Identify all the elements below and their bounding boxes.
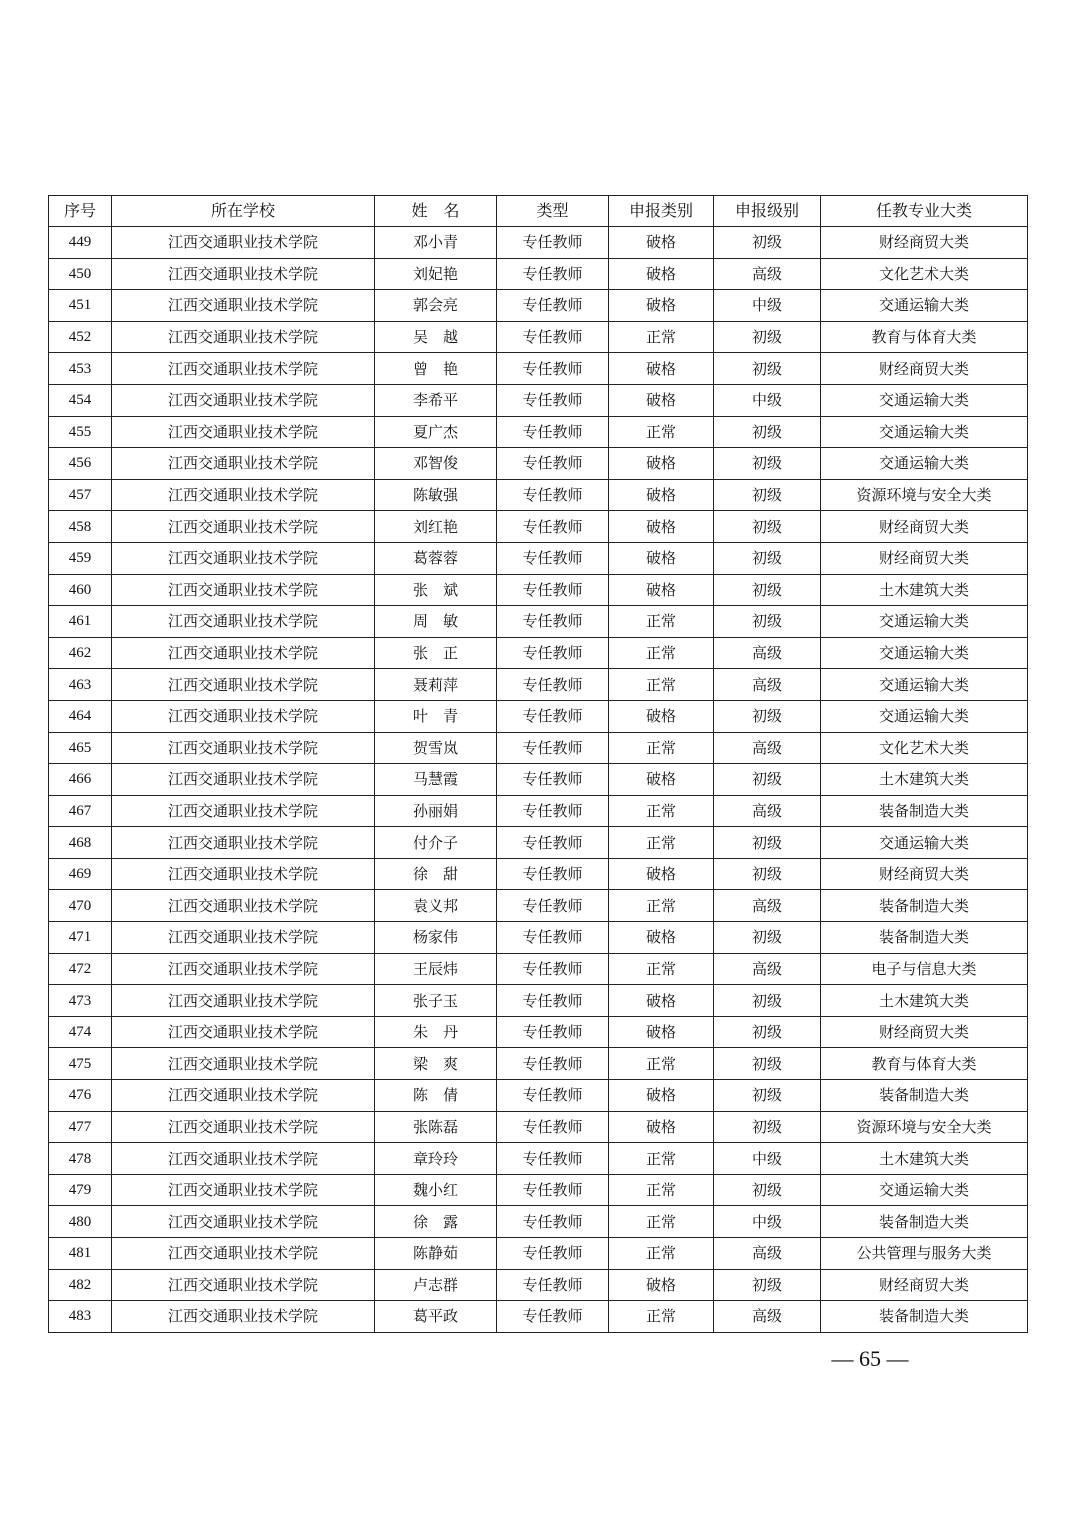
cell-school: 江西交通职业技术学院: [112, 953, 375, 985]
cell-name: 徐 甜: [375, 858, 497, 890]
cell-name: 陈 倩: [375, 1080, 497, 1112]
cell-school: 江西交通职业技术学院: [112, 511, 375, 543]
table-row: [49, 1238, 1028, 1270]
header-application-level: 申报级别: [714, 196, 821, 227]
cell-school: 江西交通职业技术学院: [112, 1111, 375, 1143]
cell-teaching-major: 财经商贸大类: [821, 511, 1028, 543]
cell-application-category: 正常: [609, 795, 714, 827]
cell-application-level: 高级: [714, 732, 821, 764]
cell-teaching-major: 资源环境与安全大类: [821, 1111, 1028, 1143]
cell-serial: 461: [49, 606, 112, 638]
cell-school: 江西交通职业技术学院: [112, 1301, 375, 1333]
table-row: [49, 795, 1028, 827]
cell-application-level: 高级: [714, 1301, 821, 1333]
cell-application-category: 破格: [609, 858, 714, 890]
cell-name: 魏小红: [375, 1174, 497, 1206]
cell-school: 江西交通职业技术学院: [112, 922, 375, 954]
cell-name: 贺雪岚: [375, 732, 497, 764]
cell-serial: 452: [49, 321, 112, 353]
table-row: [49, 258, 1028, 290]
cell-teaching-major: 土木建筑大类: [821, 764, 1028, 796]
applicant-table: [48, 195, 1028, 1333]
cell-serial: 459: [49, 542, 112, 574]
cell-serial: 481: [49, 1238, 112, 1270]
cell-application-level: 初级: [714, 353, 821, 385]
cell-application-level: 初级: [714, 321, 821, 353]
cell-application-category: 正常: [609, 1206, 714, 1238]
table-row: [49, 890, 1028, 922]
cell-application-category: 破格: [609, 227, 714, 259]
table-row: [49, 700, 1028, 732]
cell-school: 江西交通职业技术学院: [112, 227, 375, 259]
cell-school: 江西交通职业技术学院: [112, 732, 375, 764]
table-row: [49, 448, 1028, 480]
cell-application-level: 高级: [714, 258, 821, 290]
cell-application-level: 初级: [714, 985, 821, 1017]
table-row: [49, 1111, 1028, 1143]
cell-name: 聂莉萍: [375, 669, 497, 701]
cell-name: 陈静茹: [375, 1238, 497, 1270]
cell-type: 专任教师: [497, 1111, 609, 1143]
cell-type: 专任教师: [497, 700, 609, 732]
cell-teaching-major: 交通运输大类: [821, 416, 1028, 448]
cell-application-category: 破格: [609, 922, 714, 954]
cell-type: 专任教师: [497, 542, 609, 574]
cell-teaching-major: 财经商贸大类: [821, 227, 1028, 259]
cell-application-level: 初级: [714, 448, 821, 480]
header-teaching-major: 任教专业大类: [821, 196, 1028, 227]
table-header: [49, 196, 1028, 227]
cell-application-category: 正常: [609, 1174, 714, 1206]
cell-application-level: 中级: [714, 384, 821, 416]
cell-teaching-major: 公共管理与服务大类: [821, 1238, 1028, 1270]
cell-application-level: 初级: [714, 416, 821, 448]
table-row: [49, 922, 1028, 954]
cell-serial: 454: [49, 384, 112, 416]
applicant-table-container: [48, 195, 1027, 1333]
cell-type: 专任教师: [497, 448, 609, 480]
table-row: [49, 574, 1028, 606]
cell-school: 江西交通职业技术学院: [112, 1174, 375, 1206]
cell-application-category: 正常: [609, 1048, 714, 1080]
cell-school: 江西交通职业技术学院: [112, 1206, 375, 1238]
cell-application-level: 高级: [714, 795, 821, 827]
cell-teaching-major: 交通运输大类: [821, 637, 1028, 669]
cell-school: 江西交通职业技术学院: [112, 416, 375, 448]
cell-application-category: 正常: [609, 637, 714, 669]
cell-application-level: 中级: [714, 1143, 821, 1175]
cell-application-level: 高级: [714, 637, 821, 669]
cell-serial: 475: [49, 1048, 112, 1080]
table-row: [49, 669, 1028, 701]
cell-school: 江西交通职业技术学院: [112, 1080, 375, 1112]
cell-application-level: 初级: [714, 858, 821, 890]
cell-school: 江西交通职业技术学院: [112, 1238, 375, 1270]
cell-type: 专任教师: [497, 1238, 609, 1270]
cell-name: 周 敏: [375, 606, 497, 638]
cell-name: 叶 青: [375, 700, 497, 732]
cell-serial: 476: [49, 1080, 112, 1112]
cell-teaching-major: 教育与体育大类: [821, 1048, 1028, 1080]
cell-serial: 465: [49, 732, 112, 764]
cell-serial: 466: [49, 764, 112, 796]
cell-type: 专任教师: [497, 922, 609, 954]
table-row: [49, 764, 1028, 796]
cell-type: 专任教师: [497, 606, 609, 638]
table-row: [49, 1143, 1028, 1175]
cell-serial: 483: [49, 1301, 112, 1333]
cell-application-level: 中级: [714, 290, 821, 322]
cell-serial: 480: [49, 1206, 112, 1238]
cell-school: 江西交通职业技术学院: [112, 858, 375, 890]
cell-application-category: 破格: [609, 1111, 714, 1143]
cell-type: 专任教师: [497, 858, 609, 890]
header-type: 类型: [497, 196, 609, 227]
cell-type: 专任教师: [497, 1174, 609, 1206]
cell-teaching-major: 交通运输大类: [821, 290, 1028, 322]
cell-teaching-major: 土木建筑大类: [821, 574, 1028, 606]
cell-name: 邓智俊: [375, 448, 497, 480]
cell-type: 专任教师: [497, 1048, 609, 1080]
cell-school: 江西交通职业技术学院: [112, 795, 375, 827]
cell-application-level: 初级: [714, 1048, 821, 1080]
header-serial: 序号: [49, 196, 112, 227]
header-application-category: 申报类别: [609, 196, 714, 227]
cell-teaching-major: 交通运输大类: [821, 669, 1028, 701]
cell-teaching-major: 装备制造大类: [821, 1301, 1028, 1333]
cell-serial: 462: [49, 637, 112, 669]
cell-teaching-major: 交通运输大类: [821, 827, 1028, 859]
cell-application-category: 破格: [609, 258, 714, 290]
cell-school: 江西交通职业技术学院: [112, 827, 375, 859]
table-row: [49, 606, 1028, 638]
cell-teaching-major: 交通运输大类: [821, 1174, 1028, 1206]
cell-name: 邓小青: [375, 227, 497, 259]
cell-teaching-major: 土木建筑大类: [821, 985, 1028, 1017]
cell-name: 张子玉: [375, 985, 497, 1017]
table-row: [49, 1206, 1028, 1238]
cell-teaching-major: 资源环境与安全大类: [821, 479, 1028, 511]
cell-serial: 474: [49, 1016, 112, 1048]
header-school: 所在学校: [112, 196, 375, 227]
cell-name: 梁 爽: [375, 1048, 497, 1080]
cell-school: 江西交通职业技术学院: [112, 1016, 375, 1048]
cell-teaching-major: 装备制造大类: [821, 890, 1028, 922]
cell-teaching-major: 教育与体育大类: [821, 321, 1028, 353]
cell-school: 江西交通职业技术学院: [112, 669, 375, 701]
table-row: [49, 290, 1028, 322]
cell-application-category: 破格: [609, 1269, 714, 1301]
cell-application-level: 高级: [714, 669, 821, 701]
cell-serial: 477: [49, 1111, 112, 1143]
cell-type: 专任教师: [497, 511, 609, 543]
table-row: [49, 511, 1028, 543]
cell-name: 徐 露: [375, 1206, 497, 1238]
cell-school: 江西交通职业技术学院: [112, 1269, 375, 1301]
cell-application-level: 高级: [714, 890, 821, 922]
cell-serial: 453: [49, 353, 112, 385]
table-row: [49, 637, 1028, 669]
cell-school: 江西交通职业技术学院: [112, 606, 375, 638]
table-row: [49, 858, 1028, 890]
cell-application-category: 正常: [609, 321, 714, 353]
table-body: [49, 227, 1028, 1333]
cell-type: 专任教师: [497, 1080, 609, 1112]
cell-teaching-major: 财经商贸大类: [821, 858, 1028, 890]
cell-school: 江西交通职业技术学院: [112, 700, 375, 732]
cell-name: 曾 艳: [375, 353, 497, 385]
page-number: — 65 —: [831, 1346, 909, 1371]
cell-application-level: 初级: [714, 227, 821, 259]
cell-application-level: 初级: [714, 542, 821, 574]
cell-type: 专任教师: [497, 890, 609, 922]
cell-application-level: 中级: [714, 1206, 821, 1238]
cell-application-category: 正常: [609, 732, 714, 764]
cell-school: 江西交通职业技术学院: [112, 1048, 375, 1080]
cell-type: 专任教师: [497, 416, 609, 448]
cell-application-category: 破格: [609, 511, 714, 543]
cell-teaching-major: 文化艺术大类: [821, 732, 1028, 764]
cell-teaching-major: 文化艺术大类: [821, 258, 1028, 290]
cell-name: 吴 越: [375, 321, 497, 353]
cell-teaching-major: 装备制造大类: [821, 922, 1028, 954]
cell-serial: 458: [49, 511, 112, 543]
cell-application-category: 正常: [609, 669, 714, 701]
cell-teaching-major: 交通运输大类: [821, 384, 1028, 416]
table-row: [49, 542, 1028, 574]
header-row: [49, 196, 1028, 227]
cell-serial: 469: [49, 858, 112, 890]
cell-serial: 479: [49, 1174, 112, 1206]
cell-application-category: 破格: [609, 384, 714, 416]
table-row: [49, 1174, 1028, 1206]
table-row: [49, 1016, 1028, 1048]
cell-serial: 468: [49, 827, 112, 859]
cell-type: 专任教师: [497, 637, 609, 669]
cell-application-category: 正常: [609, 1301, 714, 1333]
cell-teaching-major: 交通运输大类: [821, 606, 1028, 638]
cell-serial: 449: [49, 227, 112, 259]
cell-type: 专任教师: [497, 290, 609, 322]
cell-name: 王辰炜: [375, 953, 497, 985]
table-row: [49, 953, 1028, 985]
cell-type: 专任教师: [497, 384, 609, 416]
cell-name: 卢志群: [375, 1269, 497, 1301]
cell-application-level: 初级: [714, 606, 821, 638]
table-row: [49, 1269, 1028, 1301]
cell-type: 专任教师: [497, 227, 609, 259]
cell-application-category: 破格: [609, 448, 714, 480]
cell-application-category: 破格: [609, 985, 714, 1017]
cell-application-category: 正常: [609, 416, 714, 448]
cell-serial: 457: [49, 479, 112, 511]
cell-name: 张 斌: [375, 574, 497, 606]
table-row: [49, 1048, 1028, 1080]
cell-application-level: 初级: [714, 479, 821, 511]
header-name: 姓 名: [375, 196, 497, 227]
cell-serial: 470: [49, 890, 112, 922]
cell-name: 袁义邦: [375, 890, 497, 922]
cell-school: 江西交通职业技术学院: [112, 1143, 375, 1175]
cell-name: 陈敏强: [375, 479, 497, 511]
table-row: [49, 732, 1028, 764]
cell-teaching-major: 财经商贸大类: [821, 1269, 1028, 1301]
cell-name: 张陈磊: [375, 1111, 497, 1143]
cell-type: 专任教师: [497, 479, 609, 511]
cell-application-level: 初级: [714, 1111, 821, 1143]
cell-teaching-major: 装备制造大类: [821, 1206, 1028, 1238]
cell-school: 江西交通职业技术学院: [112, 448, 375, 480]
cell-school: 江西交通职业技术学院: [112, 985, 375, 1017]
table-row: [49, 227, 1028, 259]
cell-application-level: 初级: [714, 1269, 821, 1301]
table-row: [49, 416, 1028, 448]
cell-school: 江西交通职业技术学院: [112, 890, 375, 922]
cell-name: 杨家伟: [375, 922, 497, 954]
cell-serial: 473: [49, 985, 112, 1017]
cell-name: 张 正: [375, 637, 497, 669]
cell-type: 专任教师: [497, 353, 609, 385]
table-row: [49, 1080, 1028, 1112]
cell-school: 江西交通职业技术学院: [112, 258, 375, 290]
cell-school: 江西交通职业技术学院: [112, 637, 375, 669]
cell-name: 付介子: [375, 827, 497, 859]
cell-name: 葛蓉蓉: [375, 542, 497, 574]
cell-serial: 478: [49, 1143, 112, 1175]
cell-teaching-major: 装备制造大类: [821, 795, 1028, 827]
cell-application-category: 破格: [609, 353, 714, 385]
cell-school: 江西交通职业技术学院: [112, 353, 375, 385]
cell-type: 专任教师: [497, 795, 609, 827]
cell-type: 专任教师: [497, 321, 609, 353]
table-row: [49, 353, 1028, 385]
table-row: [49, 384, 1028, 416]
cell-name: 葛平政: [375, 1301, 497, 1333]
table-row: [49, 1301, 1028, 1333]
cell-application-category: 破格: [609, 542, 714, 574]
cell-application-level: 初级: [714, 1080, 821, 1112]
cell-application-category: 破格: [609, 290, 714, 322]
table-row: [49, 827, 1028, 859]
table-row: [49, 479, 1028, 511]
cell-teaching-major: 财经商贸大类: [821, 542, 1028, 574]
cell-teaching-major: 交通运输大类: [821, 448, 1028, 480]
cell-type: 专任教师: [497, 985, 609, 1017]
cell-name: 孙丽娟: [375, 795, 497, 827]
cell-application-level: 初级: [714, 1174, 821, 1206]
cell-application-category: 正常: [609, 606, 714, 638]
cell-serial: 456: [49, 448, 112, 480]
cell-name: 马慧霞: [375, 764, 497, 796]
cell-type: 专任教师: [497, 1269, 609, 1301]
cell-type: 专任教师: [497, 1301, 609, 1333]
cell-application-category: 破格: [609, 1080, 714, 1112]
cell-type: 专任教师: [497, 574, 609, 606]
cell-type: 专任教师: [497, 764, 609, 796]
cell-application-level: 初级: [714, 764, 821, 796]
cell-application-category: 破格: [609, 1016, 714, 1048]
cell-school: 江西交通职业技术学院: [112, 574, 375, 606]
cell-application-category: 破格: [609, 764, 714, 796]
cell-serial: 464: [49, 700, 112, 732]
cell-type: 专任教师: [497, 953, 609, 985]
cell-teaching-major: 财经商贸大类: [821, 353, 1028, 385]
cell-school: 江西交通职业技术学院: [112, 384, 375, 416]
cell-type: 专任教师: [497, 669, 609, 701]
cell-name: 刘红艳: [375, 511, 497, 543]
cell-teaching-major: 电子与信息大类: [821, 953, 1028, 985]
cell-serial: 472: [49, 953, 112, 985]
cell-name: 夏广杰: [375, 416, 497, 448]
cell-type: 专任教师: [497, 1143, 609, 1175]
cell-school: 江西交通职业技术学院: [112, 290, 375, 322]
cell-teaching-major: 土木建筑大类: [821, 1143, 1028, 1175]
cell-application-level: 初级: [714, 827, 821, 859]
cell-serial: 460: [49, 574, 112, 606]
cell-school: 江西交通职业技术学院: [112, 764, 375, 796]
cell-type: 专任教师: [497, 1016, 609, 1048]
cell-application-category: 破格: [609, 574, 714, 606]
cell-serial: 463: [49, 669, 112, 701]
cell-type: 专任教师: [497, 827, 609, 859]
cell-serial: 467: [49, 795, 112, 827]
cell-application-level: 初级: [714, 1016, 821, 1048]
cell-teaching-major: 装备制造大类: [821, 1080, 1028, 1112]
cell-serial: 451: [49, 290, 112, 322]
cell-type: 专任教师: [497, 258, 609, 290]
table-row: [49, 321, 1028, 353]
table-row: [49, 985, 1028, 1017]
cell-school: 江西交通职业技术学院: [112, 321, 375, 353]
cell-school: 江西交通职业技术学院: [112, 479, 375, 511]
cell-serial: 455: [49, 416, 112, 448]
cell-name: 章玲玲: [375, 1143, 497, 1175]
cell-serial: 471: [49, 922, 112, 954]
cell-teaching-major: 交通运输大类: [821, 700, 1028, 732]
cell-application-level: 初级: [714, 922, 821, 954]
cell-school: 江西交通职业技术学院: [112, 542, 375, 574]
cell-type: 专任教师: [497, 1206, 609, 1238]
cell-type: 专任教师: [497, 732, 609, 764]
cell-application-category: 正常: [609, 953, 714, 985]
cell-teaching-major: 财经商贸大类: [821, 1016, 1028, 1048]
cell-application-category: 正常: [609, 1238, 714, 1270]
cell-application-level: 高级: [714, 953, 821, 985]
cell-name: 李希平: [375, 384, 497, 416]
cell-name: 郭会亮: [375, 290, 497, 322]
cell-application-category: 破格: [609, 700, 714, 732]
cell-application-category: 正常: [609, 890, 714, 922]
cell-name: 刘妃艳: [375, 258, 497, 290]
cell-application-level: 初级: [714, 700, 821, 732]
cell-serial: 482: [49, 1269, 112, 1301]
cell-application-level: 初级: [714, 511, 821, 543]
cell-application-category: 正常: [609, 827, 714, 859]
cell-application-level: 高级: [714, 1238, 821, 1270]
cell-application-category: 正常: [609, 1143, 714, 1175]
cell-application-level: 初级: [714, 574, 821, 606]
cell-serial: 450: [49, 258, 112, 290]
cell-name: 朱 丹: [375, 1016, 497, 1048]
cell-application-category: 破格: [609, 479, 714, 511]
